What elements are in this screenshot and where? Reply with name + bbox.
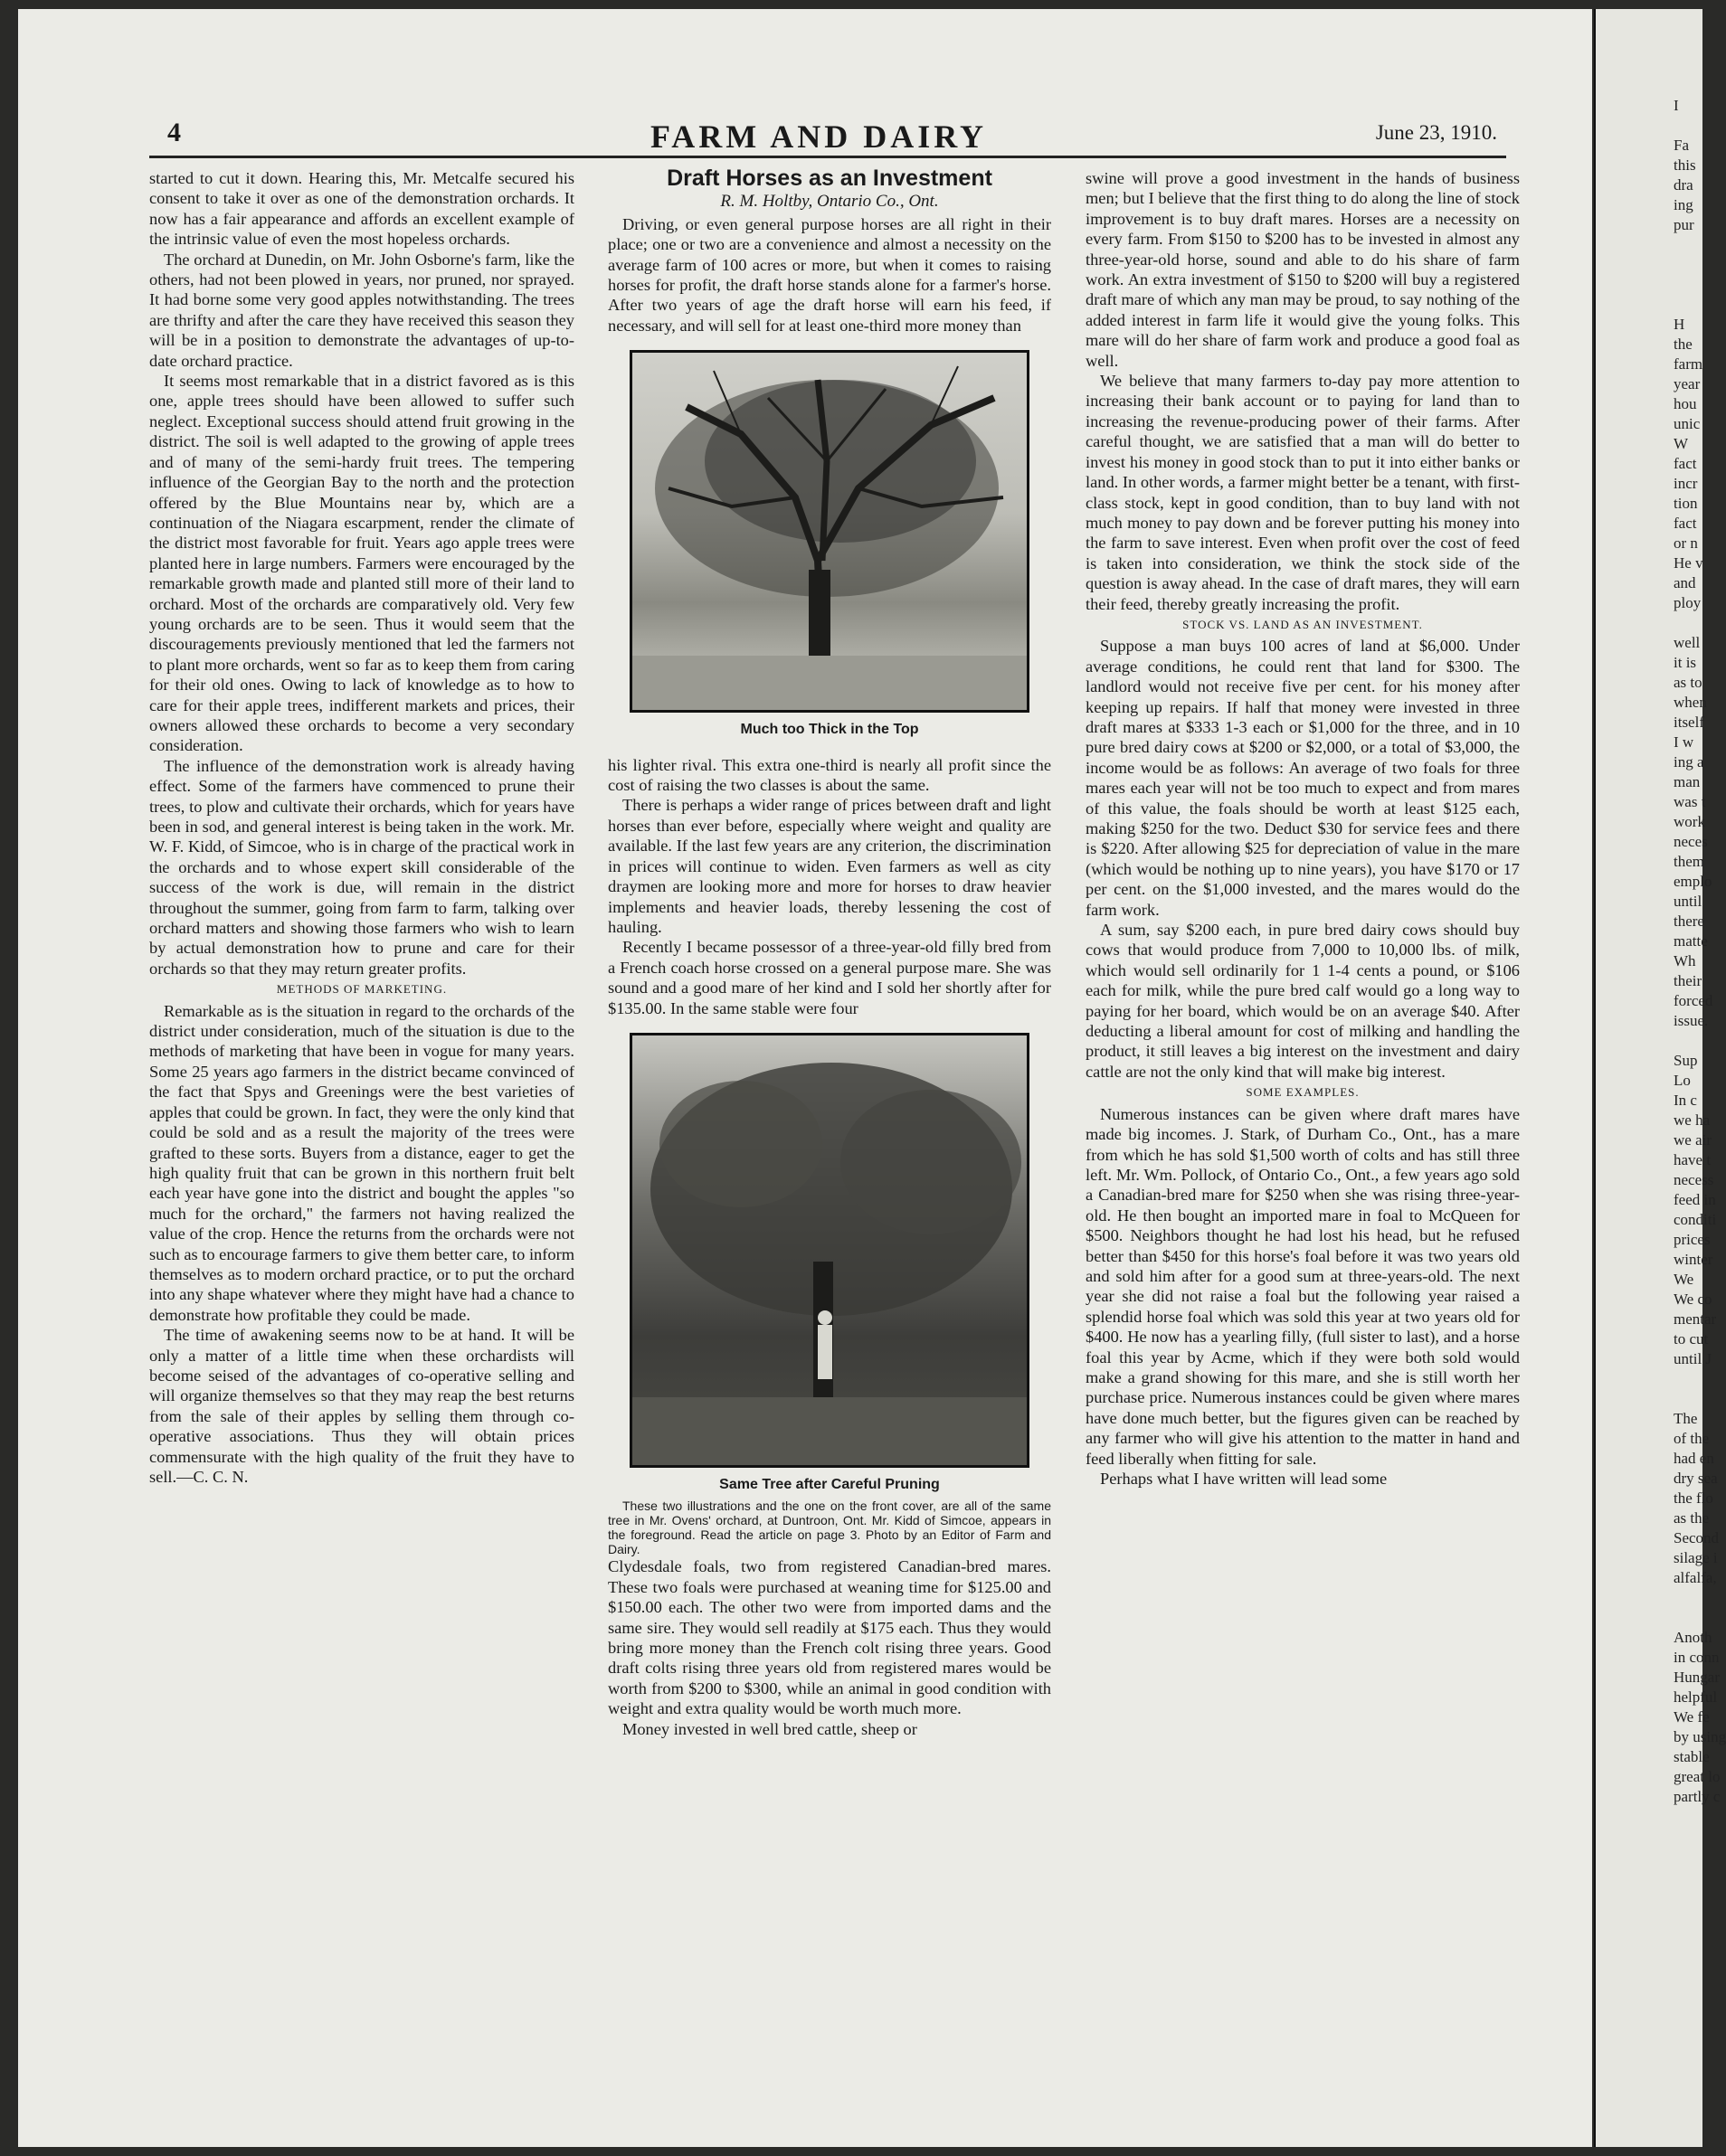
adjacent-text-fragment: and — [1674, 574, 1696, 591]
paragraph: Remarkable as is the situation in regard to the orchards of the district under consideration, much of the situation is due to the methods of marketing that have been in vogue for many years. Some 25 years ago farmers in the district became convinced of the fact that Spys and Greenings were the best varieties of apples that could be grown. In fact, they were the only kind that could be sold and as a result the majority of the trees were grafted to these sorts. Buyers from a distance, eager to get the high quality fruit that can be grown in this northern fruit belt each year have gone into the district and bought the apples "so much for the orchard," the farmers not having realized the value of the crop. Hence the returns from the orchards were not such as to encourage farmers to give them better care, to inform themselves as to modern orchard practice, or to put the orchard into any shape whatever where they might have had a chance to demonstrate how profitable they could be made. — [149, 1001, 574, 1324]
adjacent-text-fragment — [1596, 1389, 1702, 1409]
adjacent-text-fragment: ploy — [1674, 594, 1702, 611]
paragraph: The orchard at Dunedin, on Mr. John Osborne's farm, like the others, had not been plowed in years, nor pruned, nor sprayed. It had borne some very good apples notwithstanding. The trees are thrifty and after the care they have received this season they will be in a position to demonstrate the advantages of up-to-date orchard practice. — [149, 250, 574, 370]
adjacent-text-fragment: well — [1674, 634, 1701, 651]
adjacent-text-fragment: tion — [1674, 495, 1698, 512]
adjacent-text-fragment: conditi — [1674, 1211, 1717, 1228]
adjacent-text-fragment: neces — [1674, 833, 1708, 850]
adjacent-text-fragment: W — [1674, 435, 1689, 452]
paragraph: swine will prove a good investment in the hands of business men; but I believe that the first thing to do along the line of stock improvement is to buy draft mares. Horses are a necessity on every farm. From $150 to $200 has to be invested in almost any three-year-old horse, sound and able to do his share of farm work. An extra investment of $150 to $200 will buy a registered draft mare of which any man may be proud, to say nothing of the added interest in farm life it would give the young folks. This mare will do her share of farm work and produce a good foal as well. — [1086, 169, 1520, 370]
page-number: 4 — [167, 118, 181, 147]
adjacent-text-fragment: matte — [1674, 932, 1708, 950]
adjacent-text-fragment: feed in — [1674, 1191, 1716, 1208]
adjacent-text-fragment — [1596, 295, 1702, 315]
adjacent-text-fragment — [1596, 1608, 1702, 1628]
adjacent-text-fragment: The — [1674, 1410, 1698, 1427]
adjacent-text-fragment: We fe — [1674, 1708, 1710, 1726]
adjacent-text-fragment: them — [1674, 853, 1704, 870]
issue-date: June 23, 1910. — [1375, 121, 1497, 144]
adjacent-text-fragment: H — [1674, 316, 1685, 333]
adjacent-text-fragment: We co — [1674, 1291, 1712, 1308]
adjacent-text-fragment: winter — [1674, 1251, 1713, 1268]
adjacent-text-fragment: Hungar — [1674, 1669, 1720, 1686]
adjacent-text-fragment: in conn — [1674, 1649, 1720, 1666]
adjacent-text-fragment: I w — [1674, 733, 1694, 751]
article-title: Draft Horses as an Investment — [667, 165, 992, 191]
adjacent-text-fragment: necess — [1674, 1171, 1714, 1188]
adjacent-text-fragment: hou — [1674, 395, 1697, 412]
adjacent-text-fragment: there — [1674, 913, 1704, 930]
paragraph: Perhaps what I have written will lead some — [1100, 1470, 1388, 1488]
paragraph: Suppose a man buys 100 acres of land at $6,000. Under average conditions, he could rent that land for $300. The landlord would not receive five per cent. for his money after keeping up repairs. If half that money were invested in three draft mares at $333 1-3 each or $1,000 for the three, and in 10 pure bred dairy cows at $200 or $2,000, or a total of $3,000, the income would be as follows: An average of two foals for three mares each year will not be too much to expect and from mares of this value, the foals should be worth at least $125 each, making $250 for the two. Deduct $30 for service fees and there is $220. After allowing $25 for depreciation of value in the mare (which would be nothing up to nine years), you have $170 or 17 per cent. on the $1,000 invested, and the mares would do the farm work. — [1086, 637, 1520, 919]
adjacent-text-fragment: alfalfa, — [1674, 1569, 1717, 1586]
paragraph: Numerous instances can be given where draft mares have made big incomes. J. Stark, of Durham Co., Ont., has a mare from which he has sold $1,500 worth of colts and has still three left. Mr. Wm. Pollock, of Ontario Co., Ont., a few years ago sold a Canadian-bred mare for $250 when she was rising three-year-old. He then bought an imported mare in foal to McQueen for $500. Neighbors thought he had lost his head, but he refused better than $450 for this horse's foal before it was two years old and sold him after for a good sum at three-years-old. The next year she did not raise a foal but the following year raised a splendid horse foal which was sold this year at two years old for $400. He now has a yearling filly, (full sister to last), and a horse foal this year by Acme, which if they were both sold would make a grand showing for this mare, and she is still worth her purchase price. Numerous instances could be given where mares have done much better, but the figures given can be reached by any farmer who will give his attention to the matter in hand and feed liberally when fitting for sale. — [1086, 1104, 1520, 1468]
adjacent-text-fragment: their — [1674, 972, 1702, 989]
paragraph: Recently I became possessor of a three-year-old filly bred from a French coach horse crossed on a general purpose mare. She was sound and a good mare of her kind and I sold her shortly after for $135.00. In the same stable were four — [608, 938, 1051, 1017]
adjacent-text-fragment: dra — [1674, 176, 1693, 194]
adjacent-text-fragment: until J — [1674, 1350, 1712, 1367]
adjacent-text-fragment: Second — [1674, 1529, 1720, 1546]
adjacent-text-fragment: incr — [1674, 475, 1698, 492]
adjacent-text-fragment: work — [1674, 813, 1705, 830]
adjacent-text-fragment — [1596, 613, 1702, 633]
paragraph: The influence of the demonstration work is already having effect. Some of the farmers have commenced to prune their trees, to plow and cultivate their orchards, which for years have been in sod, and general interest is being taken in the work. Mr. W. F. Kidd, of Simcoe, who is in charge of the practical work in the orchards and to whose expert skill considerable of the success of the work is due, will remain in the district throughout the summer, going from farm to farm, talking over orchard matters and showing those farmers who wish to learn by actual demonstration how to prune and care for their orchards so that they may return greater profits. — [149, 756, 574, 978]
paragraph: It seems most remarkable that in a district favored as is this one, apple trees should have been allowed to suffer such neglect. Exceptional success should attend fruit growing in the district. The soil is well adapted to the growing of apple trees and of many of the semi-hardy fruit trees. The tempering influence of the Georgian Bay to the north and the protection offered by the Blue Mountains near by, which are a continuation of the Niagara escarpment, render the climate of the district most favorable for fruit. Years ago apple trees were planted here in large numbers. Farmers were encouraged by the remarkable growth made and planted still more of their land to orchard. Most of the orchards are comparatively old. Very few young orchards are to be seen. Thus it would seem that the discouragements previously mentioned that led the farmers not to plant more orchards, went so far as to keep them from caring for their old ones. Owing to lack of knowledge as to how to care for their apple trees, indifferent markets and prices, their owners allowed these orchards to become a very secondary consideration. — [149, 372, 574, 755]
adjacent-text-fragment — [1596, 116, 1702, 136]
adjacent-text-fragment — [1596, 1369, 1702, 1389]
column-stock-investment — [1086, 168, 1520, 1489]
page-header — [131, 118, 1506, 154]
adjacent-text-fragment: stable — [1674, 1748, 1710, 1765]
adjacent-text-fragment: we ha — [1674, 1111, 1711, 1129]
paragraph: started to cut it down. Hearing this, Mr. Metcalfe secured his consent to take it over as one of the demonstration orchards. It now has a fair appearance and affords an excellent example of the intrinsic value of even the most hopeless orchards. — [149, 169, 574, 249]
adjacent-text-fragment: Lo — [1674, 1072, 1691, 1089]
adjacent-text-fragment: forced — [1674, 992, 1713, 1009]
adjacent-text-fragment: it is — [1674, 654, 1697, 671]
tree-pruned-illustration — [632, 1035, 1027, 1465]
masthead: FARM AND DAIRY — [650, 118, 988, 155]
article-byline: R. M. Holtby, Ontario Co., Ont. — [720, 192, 939, 212]
adjacent-text-fragment: great lo — [1674, 1768, 1721, 1785]
subheading-some-examples: SOME EXAMPLES. — [1246, 1085, 1360, 1100]
adjacent-text-fragment: fact — [1674, 455, 1697, 472]
adjacent-text-fragment — [1596, 235, 1702, 255]
adjacent-text-fragment: In c — [1674, 1092, 1697, 1109]
paragraph: Clydesdale foals, two from registered Canadian-bred mares. These two foals were purchased at weaning time for $125.00 and $150.00 each. The other two were from imported dams and the same sire. They would sell readily at $175 each. Thus they would bring more money than the French colt rising three years. Good draft colts rising three years old from registered mares would be worth from $200 to $300, while an animal in good condition with weight and extra quality would be worth much more. — [608, 1557, 1051, 1718]
header-rule — [149, 156, 1506, 158]
adjacent-text-fragment: Wh — [1674, 952, 1696, 969]
photo-caption-unpruned: Much too Thick in the Top — [740, 722, 919, 738]
adjacent-text-fragment: ing — [1674, 196, 1693, 213]
adjacent-text-fragment: until — [1674, 893, 1702, 910]
adjacent-text-fragment: ing a — [1674, 753, 1704, 771]
paragraph: There is perhaps a wider range of prices between draft and light horses than ever before, especially where weight and quality are available. If the last few years are any criterion, the discrimination in prices will continue to widen. Even farmers as well as city draymen are looking more and more for horses to draw heavier implements and heavier loads, thereby lessening the cost of hauling. — [608, 796, 1051, 936]
adjacent-text-fragment: Sup — [1674, 1052, 1698, 1069]
adjacent-text-fragment — [1596, 1588, 1702, 1608]
photo-tree-pruned — [630, 1033, 1029, 1468]
paragraph: A sum, say $200 each, in pure bred dairy cows should buy cows that would produce from 7,000 to 10,000 lbs. of milk, which would sell ordinarily for 1 1-4 cents a pound, or $106 each for milk, while the pure bred calf would go a long way to paying for her board, which would be on an average $40. After deducting a liberal amount for cost of milking and handling the product, it still leaves a big interest on the investment and dairy cattle are not the only kind that will make big interest. — [1086, 921, 1520, 1081]
adjacent-text-fragment: the — [1674, 336, 1693, 353]
adjacent-text-fragment: dry sea — [1674, 1470, 1718, 1487]
photo-credit-note: These two illustrations and the one on the front cover, are all of the same tree in Mr. Ovens' orchard, at Duntroon, Ont. Mr. Kidd of Simcoe, appears in the foreground. Read the article on page 3. Photo by an Editor of Farm and Dairy. — [608, 1499, 1051, 1557]
adjacent-text-fragment — [1596, 275, 1702, 295]
adjacent-text-fragment: unic — [1674, 415, 1701, 432]
tree-unpruned-illustration — [632, 353, 1027, 710]
adjacent-text-fragment: the flo — [1674, 1489, 1713, 1507]
adjacent-text-fragment: helpful — [1674, 1688, 1718, 1706]
adjacent-text-fragment: as the — [1674, 1509, 1710, 1527]
adjacent-text-fragment: mentar — [1674, 1310, 1717, 1328]
subheading-methods-of-marketing: METHODS OF MARKETING. — [276, 982, 448, 997]
adjacent-text-fragment: prices — [1674, 1231, 1711, 1248]
adjacent-text-fragment: by using — [1674, 1728, 1726, 1745]
paragraph: Driving, or even general purpose horses are all right in their place; one or two are a convenience and almost a necessity on the average farm of 100 acres or more, but when it comes to raising horses for profit, the draft horse stands alone for a farmer's horse. After two years of age the draft horse will earn his feed, if necessary, and will sell for at least one-third more money than — [608, 214, 1051, 335]
adjacent-text-fragment: emplo — [1674, 873, 1712, 890]
photo-caption-pruned: Same Tree after Careful Pruning — [719, 1476, 940, 1492]
adjacent-text-fragment: fact — [1674, 515, 1697, 532]
adjacent-text-fragment: Fa — [1674, 137, 1689, 154]
adjacent-text-fragment: He v — [1674, 554, 1703, 572]
adjacent-text-fragment: issue. — [1674, 1012, 1709, 1029]
adjacent-page-edge — [1594, 9, 1726, 2147]
paragraph: We believe that many farmers to-day pay more attention to increasing their bank account or to paying for land than to increasing the revenue-producing power of their farms. After careful thought, we are satisfied that a man will do better to invest his money in good stock than to put it into either banks or land. In other words, a farmer might better be a tenant, with first-class stock, kept in good condition, than to buy land with not much money to pay down and be forever putting his money into the farm to save interest. Even when profit over the cost of feed is taken into consideration, we think the stock side of the question is away ahead. In the case of draft mares, they will earn their feed, thereby greatly increasing the profit. — [1086, 372, 1520, 613]
adjacent-text-fragment: man — [1674, 773, 1701, 790]
adjacent-text-fragment: We — [1674, 1271, 1694, 1288]
adjacent-text-fragment: to cut — [1674, 1330, 1709, 1348]
adjacent-text-fragment: year — [1674, 375, 1701, 392]
paragraph: The time of awakening seems now to be at hand. It will be only a matter of a little time when these orchardists will become seised of the advantages of co-operative selling and will organize themselves so that they may reap the best returns from the sale of their apples by selling them through co-operative associations. Thus they will obtain prices commensurate with the high quality of the fruit they have to sell.—C. C. N. — [149, 1326, 574, 1486]
paragraph: Money invested in well bred cattle, sheep or — [622, 1719, 917, 1738]
column-draft-horses — [608, 165, 1051, 1739]
adjacent-text-fragment: was t — [1674, 793, 1706, 810]
adjacent-text-fragment: partly c — [1674, 1788, 1721, 1805]
adjacent-text-fragment — [1596, 1031, 1702, 1051]
adjacent-text-fragment: farm — [1674, 355, 1703, 373]
photo-tree-unpruned — [630, 350, 1029, 713]
adjacent-page-text — [1596, 9, 1726, 1807]
adjacent-text-fragment: or n — [1674, 534, 1698, 552]
adjacent-text-fragment: this — [1674, 156, 1696, 174]
column-orchards — [149, 168, 574, 1487]
adjacent-text-fragment: when — [1674, 694, 1707, 711]
adjacent-text-fragment: I — [1674, 97, 1679, 114]
adjacent-text-fragment: pur — [1674, 216, 1694, 233]
adjacent-text-fragment: we air — [1674, 1131, 1712, 1149]
adjacent-text-fragment: of the — [1674, 1430, 1710, 1447]
paragraph: his lighter rival. This extra one-third is nearly all profit since the cost of raising the two classes is about the same. — [608, 755, 1051, 795]
subheading-stock-vs-land: STOCK VS. LAND AS AN INVESTMENT. — [1182, 617, 1423, 631]
adjacent-text-fragment: had en — [1674, 1450, 1714, 1467]
adjacent-text-fragment: itself — [1674, 714, 1704, 731]
adjacent-text-fragment: silage i — [1674, 1549, 1718, 1566]
adjacent-text-fragment: as to — [1674, 674, 1702, 691]
adjacent-text-fragment: Anoth — [1674, 1629, 1712, 1646]
adjacent-text-fragment — [1596, 255, 1702, 275]
adjacent-text-fragment: have t — [1674, 1151, 1712, 1168]
